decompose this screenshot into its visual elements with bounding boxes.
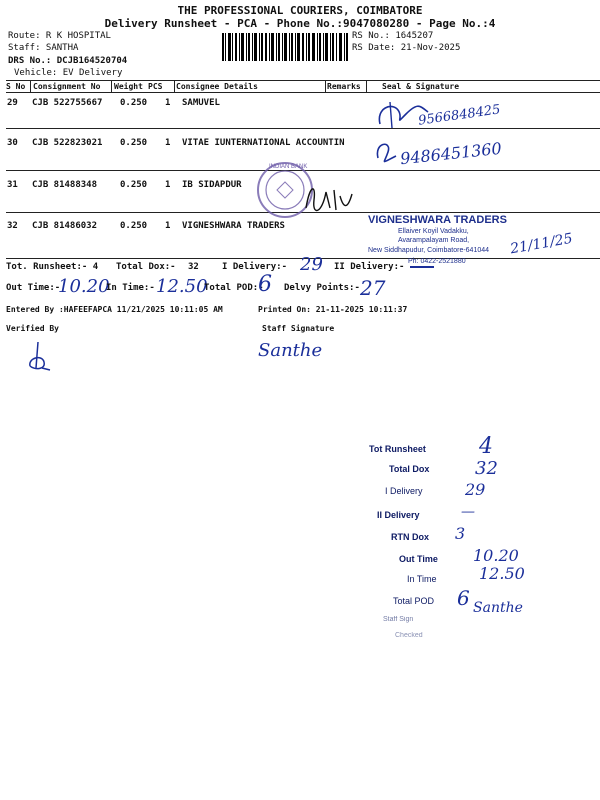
summary-label: Staff Sign (383, 616, 414, 623)
rs-number: RS No.: 1645207 (352, 31, 434, 41)
vehicle-label: Vehicle: EV Delivery (14, 68, 123, 78)
summary-label: In Time (407, 574, 437, 584)
traders-phone: Ph: 0422-2521880 (408, 258, 466, 265)
staff-signature-label: Staff Signature (262, 324, 335, 333)
cell-pcs: 1 (165, 138, 171, 148)
total-dox-label: Total Dox:- (116, 262, 176, 272)
delvy-points-label: Delvy Points:- (284, 283, 360, 293)
report-title: THE PROFESSIONAL COURIERS, COIMBATORE (177, 4, 423, 17)
signature-phone: 9566848425 (417, 102, 502, 129)
entered-by: Entered By :HAFEEFAPCA 11/21/2025 10:11:05 AM (6, 305, 223, 314)
cell-consignee: VITAE IUNTERNATIONAL ACCOUNTIN (182, 138, 345, 148)
cell-consignee: IB SIDAPDUR (182, 180, 242, 190)
traders-address-3: New Siddhapudur, Coimbatore-641044 (368, 247, 490, 254)
signature-row-29 (372, 100, 572, 130)
summary-label: II Delivery (377, 510, 420, 520)
in-time-label: In Time:- (106, 283, 155, 293)
stamp-bank-name: INDIAN BANK (269, 164, 308, 170)
signature-row-31 (300, 180, 360, 216)
report-subtitle: Delivery Runsheet - PCA - Phone No.:9047080280 - Page No.:4 (104, 17, 496, 30)
verifier-signature (24, 340, 54, 372)
signature-row-30 (372, 136, 572, 168)
ii-delivery-dash (410, 266, 434, 268)
summary-value: 32 (475, 458, 498, 479)
col-line-5 (366, 80, 367, 92)
table-top-line (6, 80, 600, 81)
signature-scribble (372, 136, 402, 166)
cell-pcs: 1 (165, 221, 171, 231)
delvy-points-hand: 27 (360, 276, 386, 300)
table-header-line (6, 92, 600, 93)
summary-label: RTN Dox (391, 532, 429, 542)
summary-value: 10.20 (473, 546, 519, 565)
cell-pcs: 1 (165, 180, 171, 190)
out-time-label: Out Time:- (6, 283, 61, 293)
ii-delivery-label: II Delivery:- (334, 262, 405, 272)
cell-sno: 31 (7, 180, 18, 190)
total-dox-value: 32 (188, 262, 199, 272)
barcode-graphic (222, 33, 348, 61)
traders-address-2: Avarampalayam Road, (398, 237, 470, 244)
in-time-hand: 12.50 (156, 276, 208, 297)
summary-label: I Delivery (385, 486, 423, 496)
signature-phone: 9486451360 (399, 138, 503, 169)
summary-stamp (355, 434, 590, 648)
drs-number: DRS No.: DCJB164520704 (8, 56, 128, 66)
cell-sno: 32 (7, 221, 18, 231)
summary-value: Santhe (473, 600, 523, 616)
summary-value: — (461, 504, 475, 520)
staff-signature-hand: Santhe (258, 340, 323, 361)
cell-consignment: CJB 522755667 (32, 98, 103, 108)
col-header-weight: Weight (114, 82, 143, 91)
total-pod-label: Total POD:- (204, 283, 264, 293)
i-delivery-label: I Delivery:- (222, 262, 288, 272)
traders-address-1: Ellaiver Koyil Vadakku, (398, 228, 469, 235)
summary-label: Out Time (399, 554, 438, 564)
rs-date: RS Date: 21-Nov-2025 (352, 43, 461, 53)
col-header-sno: S No (6, 82, 26, 91)
route-label: Route: R K HOSPITAL (8, 31, 111, 41)
cell-consignee: SAMUVEL (182, 98, 220, 108)
cell-weight: 0.250 (120, 138, 148, 148)
signature-scribble (24, 340, 54, 372)
summary-label: Tot Runsheet (369, 444, 426, 454)
col-line-4 (325, 80, 326, 92)
summary-label: Total Dox (389, 464, 430, 474)
summary-value: 12.50 (479, 564, 525, 583)
cell-consignment: CJB 81486032 (32, 221, 98, 231)
cell-weight: 0.250 (120, 221, 148, 231)
traders-name: VIGNESHWARA TRADERS (368, 214, 507, 226)
col-header-consignee: Consignee Details (176, 82, 258, 91)
col-line-3 (174, 80, 175, 92)
staff-label: Staff: SANTHA (8, 43, 79, 53)
summary-value: 3 (455, 524, 466, 543)
col-header-consignment: Consignment No (33, 82, 101, 91)
out-time-hand: 10.20 (58, 276, 110, 297)
cell-weight: 0.250 (120, 98, 148, 108)
cell-consignment: CJB 522823021 (32, 138, 103, 148)
col-line-2 (111, 80, 112, 92)
i-delivery-hand: 29 (300, 254, 323, 275)
signature-scribble (300, 180, 360, 216)
cell-sno: 30 (7, 138, 18, 148)
total-pod-hand: 6 (258, 272, 272, 297)
col-header-pcs: PCS (148, 82, 163, 91)
printed-on: Printed On: 21-11-2025 10:11:37 (258, 305, 408, 314)
col-line-1 (30, 80, 31, 92)
cell-consignee: VIGNESHWARA TRADERS (182, 221, 285, 231)
col-header-sign: Seal & Signature (382, 82, 460, 91)
cell-pcs: 1 (165, 98, 171, 108)
cell-consignment: CJB 81488348 (32, 180, 98, 190)
col-header-remarks: Remarks (327, 82, 361, 91)
summary-label: Total POD (393, 596, 435, 606)
summary-label: Checked (395, 632, 423, 639)
signature-row-32: 21/11/25 (509, 230, 574, 258)
summary-value: 4 (479, 434, 493, 459)
summary-value: 29 (465, 480, 486, 499)
cell-weight: 0.250 (120, 180, 148, 190)
verified-by-label: Verified By (6, 324, 59, 333)
barcode (222, 33, 348, 61)
tot-runsheet: Tot. Runsheet:- 4 (6, 262, 99, 272)
cell-sno: 29 (7, 98, 18, 108)
summary-value: 6 (457, 586, 470, 610)
